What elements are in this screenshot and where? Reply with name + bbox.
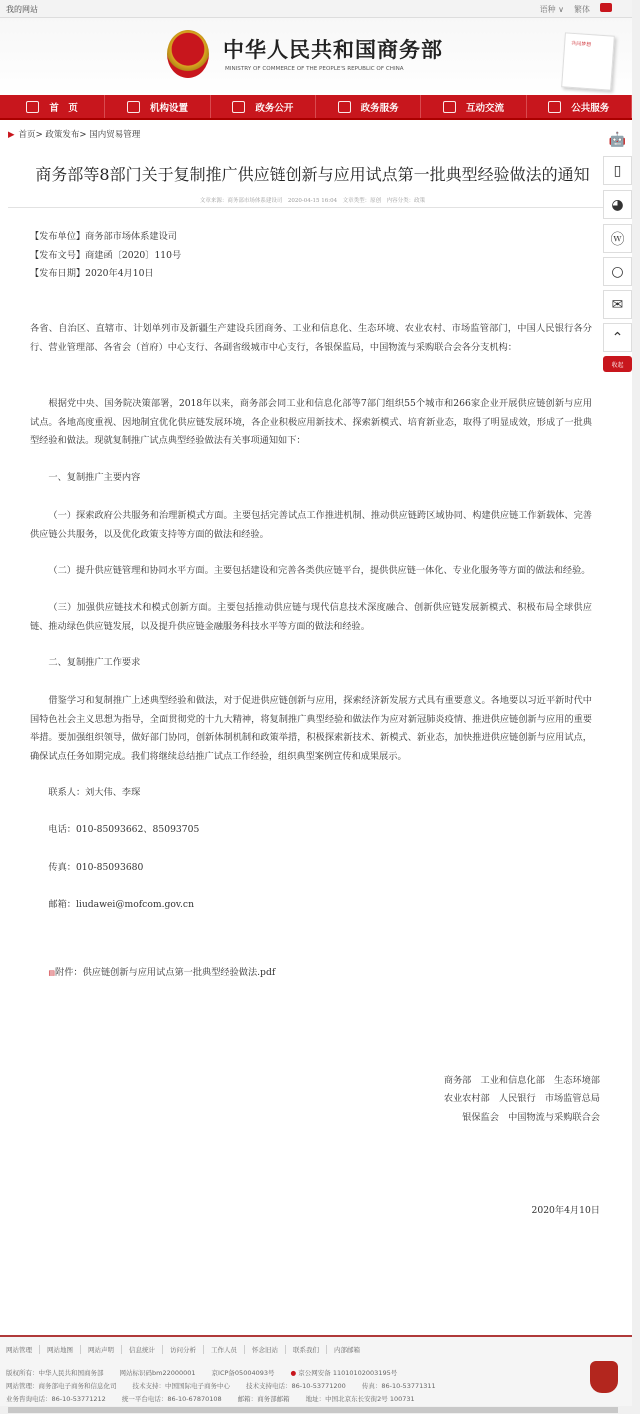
vertical-scrollbar[interactable] bbox=[632, 0, 640, 1406]
monitor-icon bbox=[338, 101, 351, 113]
mail-icon[interactable]: ✉ bbox=[603, 290, 632, 319]
nav-label: 首 页 bbox=[49, 102, 78, 114]
traditional-chinese-link[interactable]: 繁体 bbox=[574, 5, 590, 14]
my-site-link[interactable]: 我的网站 bbox=[6, 5, 38, 14]
language-select[interactable] bbox=[540, 4, 564, 15]
nav-home[interactable] bbox=[0, 95, 105, 118]
breadcrumb: ▶ 首页> 政策发布> 国内贸易管理 bbox=[8, 130, 141, 140]
footer-text: 统一平台电话：86-10-67870108 bbox=[121, 1395, 222, 1403]
paragraph-2: （二）提升供应链管理和协同水平方面。主要包括建设和完善各类供应链平台，提供供应链一体化、专业化服务等方面的做法和经验。 bbox=[48, 565, 591, 576]
publish-unit: 【发布单位】商务部市场体系建设司 bbox=[30, 231, 177, 242]
mobile-icon[interactable]: ▯ bbox=[603, 156, 632, 185]
language-label: 语种 bbox=[539, 5, 556, 14]
footer-row-support bbox=[6, 1381, 436, 1390]
footer-link[interactable]: 网站地图 bbox=[40, 1345, 81, 1354]
document-icon bbox=[232, 101, 245, 113]
breadcrumb-domestic-trade[interactable]: 国内贸易管理 bbox=[89, 130, 141, 140]
signer-line: 银保监会 中国物流与采购联合会 bbox=[462, 1111, 600, 1123]
top-bar bbox=[0, 0, 632, 18]
breadcrumb-home[interactable]: 首页 bbox=[18, 130, 36, 140]
article-meta: 文章来源：商务部市场体系建设司 2020-04-15 16:04 文章类型：原创 内容分类：政策 bbox=[199, 198, 426, 204]
footer-link[interactable]: 网站声明 bbox=[81, 1345, 122, 1354]
publish-info bbox=[30, 228, 592, 284]
footer-text: 版权所有：中华人民共和国商务部 bbox=[6, 1369, 104, 1377]
nav-organization[interactable] bbox=[105, 95, 210, 118]
footer-text: 网站标识码bm22000001 bbox=[119, 1369, 196, 1377]
footer-link: 京公网安备 11010102003195号 bbox=[298, 1369, 398, 1377]
nav-government-services[interactable] bbox=[316, 95, 421, 118]
signer-line: 农业农村部 人民银行 市场监管总局 bbox=[443, 1093, 600, 1105]
site-subtitle: MINISTRY OF COMMERCE OF THE PEOPLE'S REPUBLIC OF CHINA bbox=[225, 66, 404, 72]
chat-icon bbox=[443, 101, 456, 113]
nav-label: 公共服务 bbox=[571, 102, 610, 114]
footer-row-contact bbox=[6, 1394, 415, 1403]
contact-phone: 电话：010-85093662、85093705 bbox=[48, 824, 200, 835]
footer bbox=[0, 1337, 632, 1406]
article-title: 商务部等8部门关于复制推广供应链创新与应用试点第一批典型经验做法的通知 bbox=[35, 165, 590, 184]
addressee: 各省、自治区、直辖市、计划单列市及新疆生产建设兵团商务、工业和信息化、生态环境、农业农村、市场监管部门，中国人民银行各分行、营业管理部、各省会（首府）中心支行、各副省级城市中心支行，各银保监局，中国物流与采购联合会各分支机构： bbox=[30, 323, 592, 353]
attachment-label: 附件：供应链创新与应用试点第一批典型经验做法.pdf bbox=[55, 967, 276, 978]
signer-line: 商务部 工业和信息化部 生态环境部 bbox=[443, 1075, 600, 1086]
horizontal-scrollbar[interactable] bbox=[0, 1406, 640, 1414]
section-heading-1: 一、复制推广主要内容 bbox=[48, 472, 141, 483]
footer-link[interactable]: 访问分析 bbox=[163, 1345, 204, 1354]
police-record[interactable] bbox=[291, 1368, 398, 1377]
pdf-icon: ▤ bbox=[48, 969, 56, 977]
footer-text: 技术支持：中国国际电子商务中心 bbox=[132, 1382, 230, 1390]
footer-link[interactable]: 内部邮箱 bbox=[334, 1346, 360, 1354]
tv-icon[interactable] bbox=[600, 3, 612, 12]
nav-label: 政务公开 bbox=[255, 102, 294, 114]
paragraph-4: 借鉴学习和复制推广上述典型经验和做法，对于促进供应链创新与应用，探索经济新发展方式具有重要意义。各地要以习近平新时代中国特色社会主义思想为指导，全面贯彻党的十九大精神，将复制推广典型经验和做法作为应对新冠肺炎疫情、推进供应链创新与应用的重要举措。要加强组织领导，做好部门协同，创新体制机制和政策举措，积极探索新技术、新模式、新业态，加快推进供应链创新与应用试点，确保试点任务如期完成。我们将继续总结推广试点工作经验，组织典型案例宣传和成果展示。 bbox=[30, 695, 592, 762]
police-badge-icon: ● bbox=[290, 1369, 297, 1377]
contact-person: 联系人：刘大伟、李琛 bbox=[48, 787, 141, 798]
robot-icon[interactable]: 🤖 bbox=[608, 131, 627, 148]
footer-links bbox=[6, 1345, 367, 1354]
footer-text: 地址：中国北京东长安街2号 100731 bbox=[305, 1395, 415, 1403]
main-nav bbox=[0, 95, 632, 120]
footer-text: 业务咨询电话：86-10-53771212 bbox=[6, 1395, 106, 1403]
nav-label: 政务服务 bbox=[360, 102, 399, 114]
contact-email: 邮箱：liudawei@mofcom.gov.cn bbox=[48, 899, 194, 910]
footer-link[interactable]: 京ICP备05004093号 bbox=[211, 1369, 275, 1377]
intro-paragraph: 根据党中央、国务院决策部署，2018年以来，商务部会同工业和信息化部等7部门组织55个城市和266家企业开展供应链创新与应用试点。各地高度重视、因地制宜优化供应链发展环境，各企业积极应用新技术、探索新模式、培育新业态，取得了明显成效，形成了一批典型经验和做法。现就复制推广试点典型经验做法有关事项通知如下： bbox=[30, 398, 592, 446]
home-icon bbox=[26, 101, 39, 113]
nav-public-services[interactable] bbox=[527, 95, 632, 118]
book-banner-text: 共同梦想 bbox=[570, 40, 592, 49]
footer-link[interactable]: 怀念旧站 bbox=[245, 1345, 286, 1354]
site-header bbox=[0, 18, 632, 95]
footer-text: 邮箱：商务部邮箱 bbox=[237, 1395, 290, 1403]
footer-text: 传真：86-10-53771311 bbox=[361, 1382, 436, 1390]
signers bbox=[444, 1072, 600, 1127]
hands-icon bbox=[548, 101, 561, 113]
attachment-link[interactable] bbox=[30, 964, 592, 983]
party-site-badge-icon[interactable] bbox=[590, 1361, 618, 1393]
footer-link[interactable]: 工作人员 bbox=[204, 1345, 245, 1354]
book-banner[interactable] bbox=[561, 32, 615, 90]
building-icon bbox=[127, 101, 140, 113]
national-emblem-logo bbox=[167, 30, 209, 78]
publish-date: 【发布日期】2020年4月10日 bbox=[30, 268, 154, 279]
footer-row-copyright bbox=[6, 1368, 397, 1377]
nav-label: 互动交流 bbox=[465, 102, 504, 114]
contact-fax: 传真：010-85093680 bbox=[48, 862, 144, 873]
footer-link[interactable]: 网站管理 bbox=[6, 1345, 40, 1354]
footer-text: 技术支持电话：86-10-53771200 bbox=[246, 1382, 346, 1390]
nav-label: 机构设置 bbox=[149, 102, 188, 114]
search-icon[interactable]: ○ bbox=[603, 257, 632, 286]
paragraph-1: （一）探索政府公共服务和治理新模式方面。主要包括完善试点工作推进机制、推动供应链跨区域协同、构建供应链工作新载体、完善供应链公共服务，以及优化政策支持等方面的做法和经验。 bbox=[30, 510, 592, 540]
nav-interaction[interactable] bbox=[421, 95, 526, 118]
back-to-top-icon[interactable]: ⌃ bbox=[603, 323, 632, 352]
paragraph-3: （三）加强供应链技术和模式创新方面。主要包括推动供应链与现代信息技术深度融合、创新供应链发展新模式、积极布局全球供应链、推动绿色供应链发展，以及提升供应链金融服务科技水平等方面的做法和经验。 bbox=[30, 602, 592, 632]
site-title[interactable]: 中华人民共和国商务部 bbox=[223, 38, 443, 62]
footer-link[interactable]: 信息统计 bbox=[122, 1345, 163, 1354]
publish-doc-number: 【发布文号】商建函〔2020〕110号 bbox=[30, 249, 182, 261]
divider bbox=[8, 207, 618, 208]
footer-text: 网站管理：商务部电子商务和信息化司 bbox=[6, 1382, 117, 1390]
arrow-icon: ▶ bbox=[8, 130, 15, 140]
chevron-down-icon: ∨ bbox=[558, 5, 564, 14]
weibo-icon[interactable]: ⓦ bbox=[603, 224, 632, 253]
scrollbar-thumb[interactable] bbox=[8, 1407, 618, 1413]
footer-link[interactable]: 联系我们 bbox=[286, 1345, 327, 1354]
breadcrumb-policy[interactable]: 政策发布 bbox=[45, 130, 80, 140]
wechat-icon[interactable]: ◕ bbox=[603, 190, 632, 219]
collapse-button[interactable]: 收起 bbox=[603, 356, 632, 372]
nav-government-affairs[interactable] bbox=[211, 95, 316, 118]
section-heading-2: 二、复制推广工作要求 bbox=[48, 657, 141, 668]
signature-date: 2020年4月10日 bbox=[531, 1205, 600, 1216]
